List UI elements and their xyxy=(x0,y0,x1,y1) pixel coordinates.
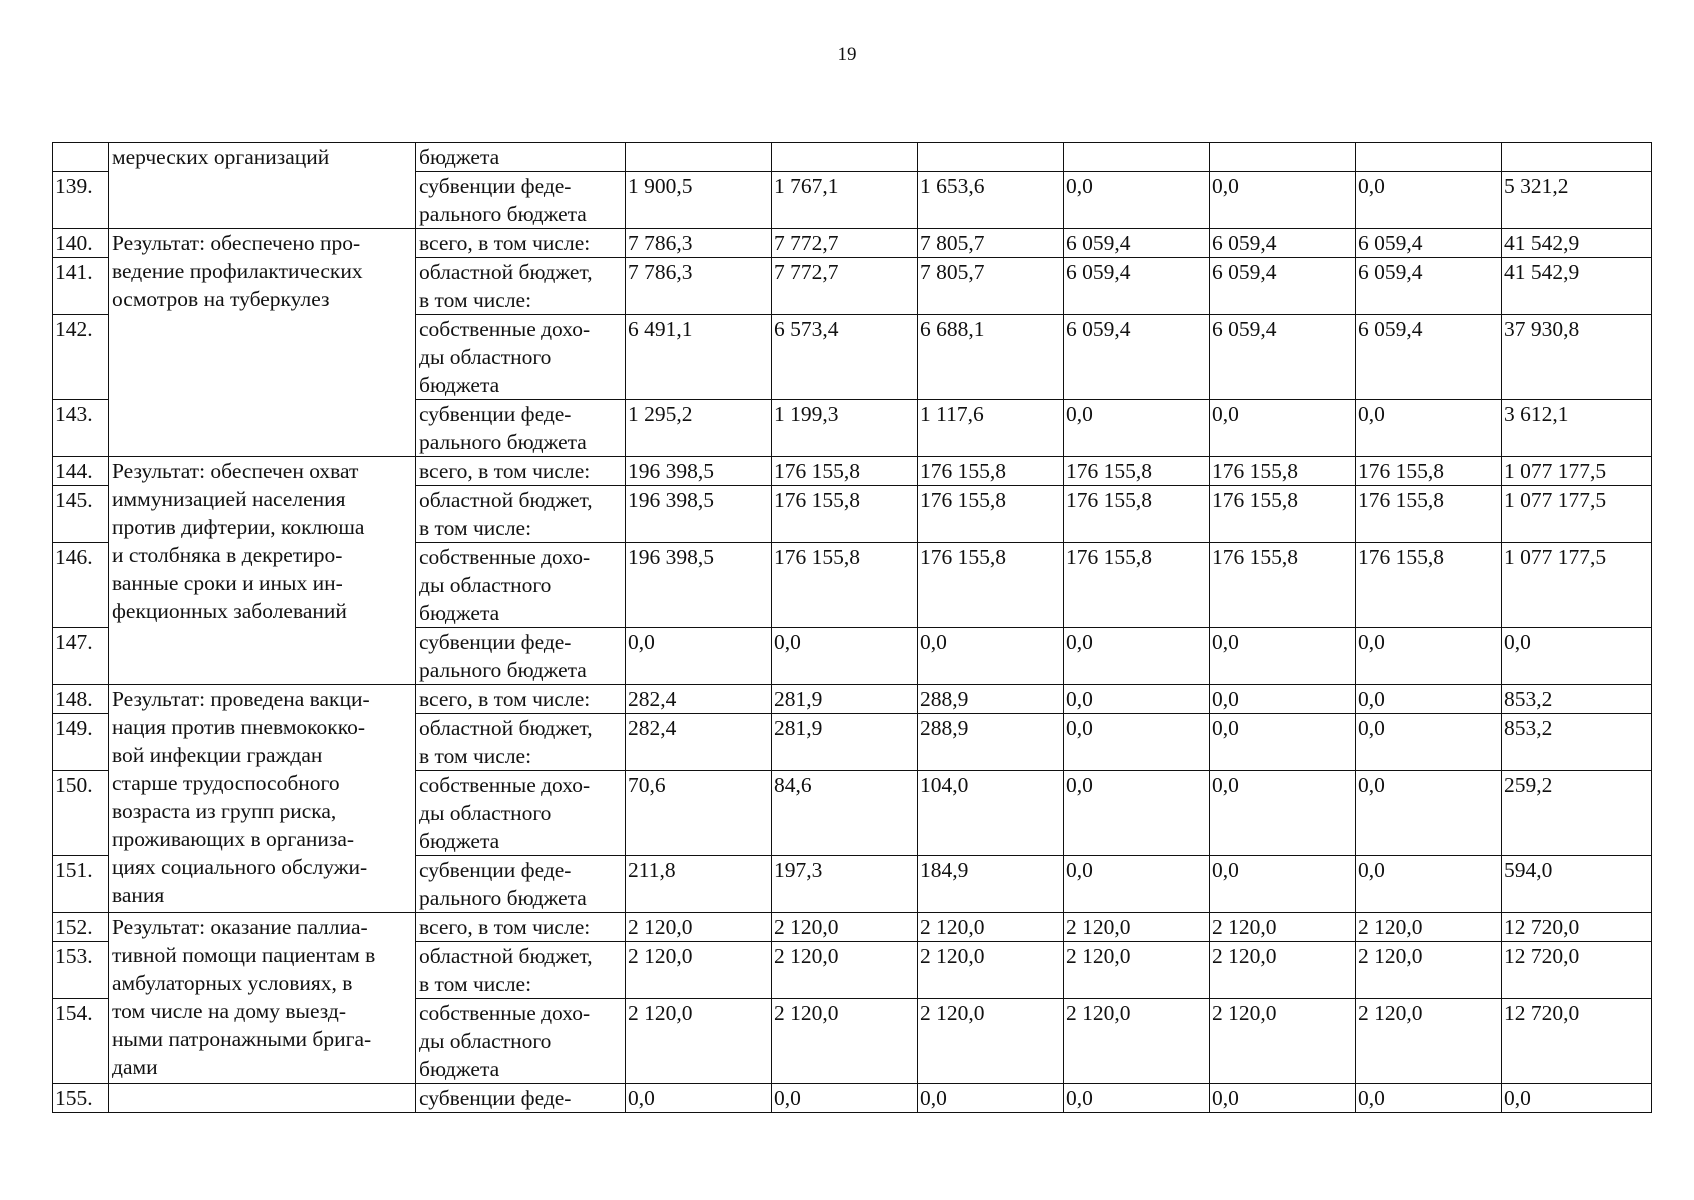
year-value xyxy=(918,143,1064,172)
year-value: 7 786,3 xyxy=(626,229,772,258)
year-value: 70,6 xyxy=(626,771,772,856)
row-number: 144. xyxy=(53,457,109,486)
row-number: 153. xyxy=(53,942,109,999)
year-value: 176 155,8 xyxy=(772,457,918,486)
year-value: 7 772,7 xyxy=(772,258,918,315)
table-row xyxy=(53,685,1652,714)
year-value: 196 398,5 xyxy=(626,457,772,486)
year-value: 2 120,0 xyxy=(1210,999,1356,1084)
funding-source: собственные дохо- ды областного бюджета xyxy=(416,543,626,628)
total-value: 3 612,1 xyxy=(1502,400,1652,457)
year-value xyxy=(1064,143,1210,172)
row-number: 150. xyxy=(53,771,109,856)
year-value: 2 120,0 xyxy=(918,999,1064,1084)
year-value: 6 059,4 xyxy=(1210,229,1356,258)
year-value: 6 059,4 xyxy=(1210,315,1356,400)
year-value: 0,0 xyxy=(1356,856,1502,913)
year-value: 0,0 xyxy=(1356,771,1502,856)
year-value: 0,0 xyxy=(626,1084,772,1113)
year-value: 6 059,4 xyxy=(1064,258,1210,315)
year-value: 0,0 xyxy=(1356,685,1502,714)
year-value: 0,0 xyxy=(1210,856,1356,913)
year-value: 0,0 xyxy=(626,628,772,685)
year-value: 0,0 xyxy=(1356,172,1502,229)
row-number: 155. xyxy=(53,1084,109,1113)
year-value: 0,0 xyxy=(1356,714,1502,771)
total-value: 41 542,9 xyxy=(1502,258,1652,315)
total-value xyxy=(1502,143,1652,172)
table-row xyxy=(53,457,1652,486)
year-value: 6 059,4 xyxy=(1064,229,1210,258)
year-value: 2 120,0 xyxy=(626,913,772,942)
year-value: 7 805,7 xyxy=(918,229,1064,258)
total-value: 41 542,9 xyxy=(1502,229,1652,258)
year-value: 0,0 xyxy=(918,628,1064,685)
funding-source: субвенции феде- рального бюджета xyxy=(416,400,626,457)
funding-source: субвенции феде- рального бюджета xyxy=(416,628,626,685)
total-value: 12 720,0 xyxy=(1502,942,1652,999)
year-value: 2 120,0 xyxy=(626,942,772,999)
year-value: 0,0 xyxy=(918,1084,1064,1113)
row-number xyxy=(53,143,109,172)
result-description: Результат: обеспечен охват иммунизацией населения против дифтерии, коклюша и столбняка в декретиро- ванные сроки и иных ин- фекционных заболеваний xyxy=(109,457,416,685)
year-value xyxy=(1210,143,1356,172)
table-body xyxy=(53,143,1652,1113)
funding-source: областной бюджет, в том числе: xyxy=(416,942,626,999)
funding-source: субвенции феде- рального бюджета xyxy=(416,172,626,229)
year-value: 6 491,1 xyxy=(626,315,772,400)
year-value: 0,0 xyxy=(1356,1084,1502,1113)
row-number: 145. xyxy=(53,486,109,543)
year-value: 176 155,8 xyxy=(918,457,1064,486)
row-number: 146. xyxy=(53,543,109,628)
budget-table xyxy=(52,142,1652,1113)
total-value: 594,0 xyxy=(1502,856,1652,913)
total-value: 853,2 xyxy=(1502,685,1652,714)
row-number: 149. xyxy=(53,714,109,771)
year-value: 2 120,0 xyxy=(1210,942,1356,999)
year-value: 7 786,3 xyxy=(626,258,772,315)
year-value: 7 772,7 xyxy=(772,229,918,258)
year-value: 176 155,8 xyxy=(772,543,918,628)
year-value: 2 120,0 xyxy=(626,999,772,1084)
total-value: 0,0 xyxy=(1502,1084,1652,1113)
total-value: 1 077 177,5 xyxy=(1502,486,1652,543)
year-value: 0,0 xyxy=(1210,714,1356,771)
total-value: 259,2 xyxy=(1502,771,1652,856)
year-value: 1 900,5 xyxy=(626,172,772,229)
year-value: 7 805,7 xyxy=(918,258,1064,315)
total-value: 1 077 177,5 xyxy=(1502,543,1652,628)
year-value: 6 573,4 xyxy=(772,315,918,400)
total-value: 37 930,8 xyxy=(1502,315,1652,400)
funding-source: субвенции феде- xyxy=(416,1084,626,1113)
year-value: 6 059,4 xyxy=(1356,315,1502,400)
row-number: 148. xyxy=(53,685,109,714)
year-value: 176 155,8 xyxy=(1356,486,1502,543)
year-value xyxy=(626,143,772,172)
row-number: 151. xyxy=(53,856,109,913)
funding-source: всего, в том числе: xyxy=(416,685,626,714)
result-description: мерческих организаций xyxy=(109,143,416,229)
result-description xyxy=(109,1084,416,1113)
year-value: 2 120,0 xyxy=(918,942,1064,999)
row-number: 152. xyxy=(53,913,109,942)
year-value: 176 155,8 xyxy=(918,486,1064,543)
year-value: 0,0 xyxy=(1064,1084,1210,1113)
row-number: 142. xyxy=(53,315,109,400)
row-number: 140. xyxy=(53,229,109,258)
funding-source: собственные дохо- ды областного бюджета xyxy=(416,315,626,400)
year-value: 176 155,8 xyxy=(1064,457,1210,486)
year-value: 2 120,0 xyxy=(772,942,918,999)
total-value: 853,2 xyxy=(1502,714,1652,771)
year-value: 176 155,8 xyxy=(1356,457,1502,486)
table-row xyxy=(53,143,1652,172)
table-row xyxy=(53,913,1652,942)
year-value: 176 155,8 xyxy=(772,486,918,543)
year-value: 196 398,5 xyxy=(626,543,772,628)
total-value: 5 321,2 xyxy=(1502,172,1652,229)
year-value: 0,0 xyxy=(1064,172,1210,229)
year-value: 288,9 xyxy=(918,714,1064,771)
result-description: Результат: оказание паллиа- тивной помощи пациентам в амбулаторных условиях, в том числе на дому выезд- ными патронажными брига- дами xyxy=(109,913,416,1084)
row-number: 147. xyxy=(53,628,109,685)
year-value: 176 155,8 xyxy=(1356,543,1502,628)
year-value: 0,0 xyxy=(1064,685,1210,714)
year-value: 0,0 xyxy=(1064,771,1210,856)
total-value: 0,0 xyxy=(1502,628,1652,685)
year-value: 2 120,0 xyxy=(1064,913,1210,942)
result-description: Результат: обеспечено про- ведение профилактических осмотров на туберкулез xyxy=(109,229,416,457)
year-value: 6 059,4 xyxy=(1210,258,1356,315)
year-value: 281,9 xyxy=(772,714,918,771)
total-value: 12 720,0 xyxy=(1502,913,1652,942)
year-value: 6 688,1 xyxy=(918,315,1064,400)
year-value: 196 398,5 xyxy=(626,486,772,543)
year-value: 0,0 xyxy=(772,628,918,685)
year-value: 2 120,0 xyxy=(1064,942,1210,999)
year-value: 1 117,6 xyxy=(918,400,1064,457)
funding-source: областной бюджет, в том числе: xyxy=(416,714,626,771)
year-value: 0,0 xyxy=(1064,400,1210,457)
year-value: 1 295,2 xyxy=(626,400,772,457)
year-value: 0,0 xyxy=(772,1084,918,1113)
year-value xyxy=(772,143,918,172)
funding-source: всего, в том числе: xyxy=(416,457,626,486)
row-number: 143. xyxy=(53,400,109,457)
year-value: 1 767,1 xyxy=(772,172,918,229)
year-value xyxy=(1356,143,1502,172)
year-value: 281,9 xyxy=(772,685,918,714)
funding-source: областной бюджет, в том числе: xyxy=(416,258,626,315)
year-value: 0,0 xyxy=(1210,400,1356,457)
year-value: 176 155,8 xyxy=(1064,486,1210,543)
year-value: 197,3 xyxy=(772,856,918,913)
result-description: Результат: проведена вакци- нация против пневмококко- вой инфекции граждан старше трудоспособного возраста из групп риска, проживающих в организа- циях социального обслужи- вания xyxy=(109,685,416,913)
year-value: 6 059,4 xyxy=(1356,258,1502,315)
row-number: 139. xyxy=(53,172,109,229)
funding-source: всего, в том числе: xyxy=(416,229,626,258)
year-value: 2 120,0 xyxy=(1356,913,1502,942)
year-value: 0,0 xyxy=(1356,628,1502,685)
year-value: 2 120,0 xyxy=(1356,999,1502,1084)
year-value: 288,9 xyxy=(918,685,1064,714)
year-value: 176 155,8 xyxy=(1210,543,1356,628)
year-value: 0,0 xyxy=(1064,628,1210,685)
year-value: 2 120,0 xyxy=(1210,913,1356,942)
year-value: 6 059,4 xyxy=(1356,229,1502,258)
year-value: 0,0 xyxy=(1210,771,1356,856)
year-value: 0,0 xyxy=(1064,856,1210,913)
row-number: 154. xyxy=(53,999,109,1084)
year-value: 2 120,0 xyxy=(772,999,918,1084)
table-row xyxy=(53,229,1652,258)
year-value: 104,0 xyxy=(918,771,1064,856)
funding-source: бюджета xyxy=(416,143,626,172)
year-value: 2 120,0 xyxy=(918,913,1064,942)
year-value: 2 120,0 xyxy=(1356,942,1502,999)
budget-table-container xyxy=(52,142,1652,1113)
year-value: 176 155,8 xyxy=(1210,457,1356,486)
funding-source: собственные дохо- ды областного бюджета xyxy=(416,999,626,1084)
funding-source: областной бюджет, в том числе: xyxy=(416,486,626,543)
year-value: 282,4 xyxy=(626,685,772,714)
year-value: 0,0 xyxy=(1210,685,1356,714)
page-number: 19 xyxy=(837,44,857,65)
year-value: 0,0 xyxy=(1210,172,1356,229)
year-value: 0,0 xyxy=(1210,628,1356,685)
year-value: 6 059,4 xyxy=(1064,315,1210,400)
year-value: 176 155,8 xyxy=(918,543,1064,628)
funding-source: всего, в том числе: xyxy=(416,913,626,942)
year-value: 0,0 xyxy=(1064,714,1210,771)
funding-source: собственные дохо- ды областного бюджета xyxy=(416,771,626,856)
year-value: 1 199,3 xyxy=(772,400,918,457)
year-value: 2 120,0 xyxy=(1064,999,1210,1084)
year-value: 184,9 xyxy=(918,856,1064,913)
row-number: 141. xyxy=(53,258,109,315)
year-value: 176 155,8 xyxy=(1064,543,1210,628)
year-value: 1 653,6 xyxy=(918,172,1064,229)
year-value: 176 155,8 xyxy=(1210,486,1356,543)
year-value: 282,4 xyxy=(626,714,772,771)
funding-source: субвенции феде- рального бюджета xyxy=(416,856,626,913)
total-value: 12 720,0 xyxy=(1502,999,1652,1084)
table-row xyxy=(53,1084,1652,1113)
year-value: 2 120,0 xyxy=(772,913,918,942)
year-value: 0,0 xyxy=(1356,400,1502,457)
year-value: 0,0 xyxy=(1210,1084,1356,1113)
year-value: 211,8 xyxy=(626,856,772,913)
year-value: 84,6 xyxy=(772,771,918,856)
total-value: 1 077 177,5 xyxy=(1502,457,1652,486)
